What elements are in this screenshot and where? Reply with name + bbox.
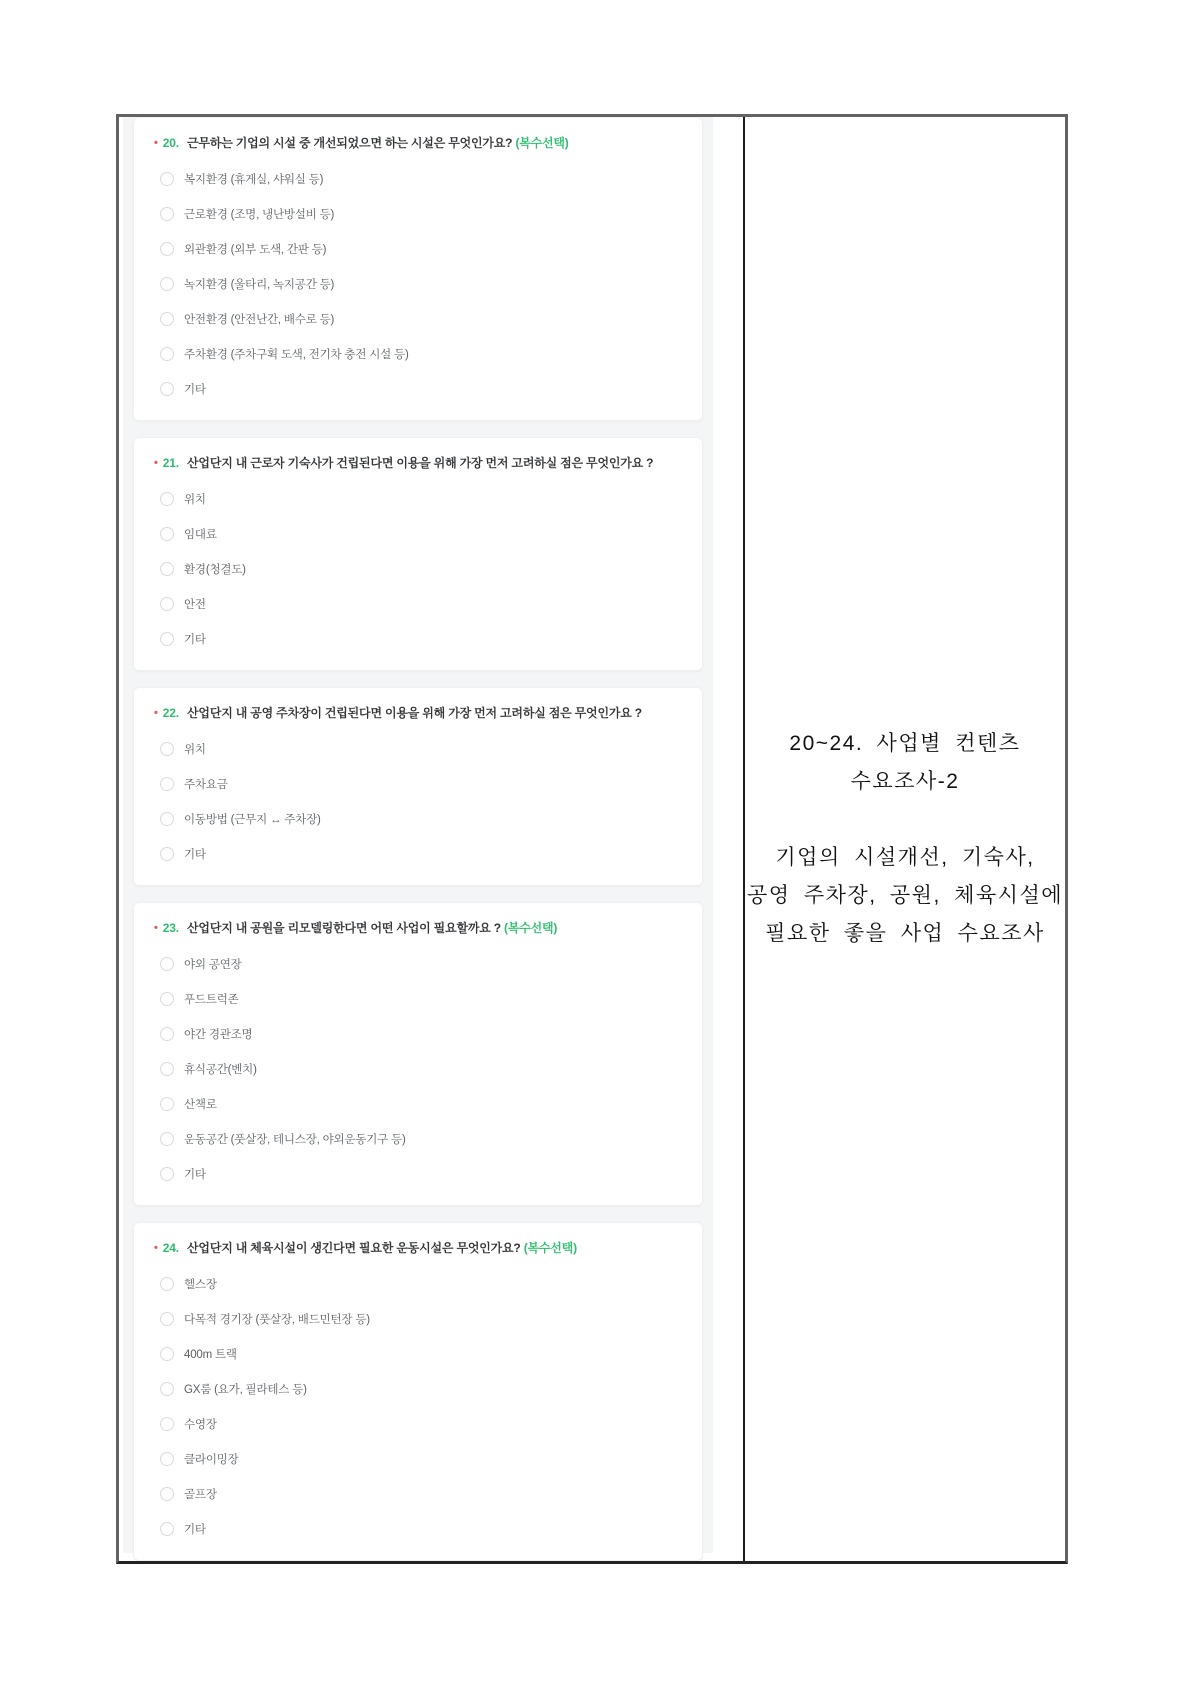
radio-button-icon[interactable]: [160, 597, 174, 611]
radio-option-label: 골프장: [184, 1488, 217, 1501]
option-list: [154, 481, 682, 656]
radio-button-icon[interactable]: [160, 242, 174, 256]
annotation-line: 필요한 좋을 사업 수요조사: [765, 922, 1045, 945]
question-number: 22.: [162, 706, 179, 720]
radio-button-icon[interactable]: [160, 777, 174, 791]
question-text: 근무하는 기업의 시설 중 개선되었으면 하는 시설은 무엇인가요?: [187, 136, 513, 150]
survey-question-card: [133, 902, 703, 1206]
radio-button-icon[interactable]: [160, 1097, 174, 1111]
radio-option-label: 안전환경 (안전난간, 배수로 등): [184, 313, 335, 326]
required-marker-icon: •: [154, 457, 158, 469]
radio-option-label: 위치: [184, 743, 206, 756]
required-marker-icon: •: [154, 922, 158, 934]
radio-option-label: 야외 공연장: [184, 958, 242, 971]
radio-option[interactable]: [154, 551, 682, 586]
question-title: [154, 454, 682, 472]
content-table: [116, 114, 1068, 1564]
survey-screenshot-cell: [119, 117, 745, 1561]
multi-select-badge: (복수선택): [523, 1241, 577, 1255]
annotation-line: 20~24. 사업별 컨텐츠: [789, 732, 1021, 755]
radio-option[interactable]: [154, 731, 682, 766]
radio-option-label: 위치: [184, 493, 206, 506]
radio-option-label: 다목적 경기장 (풋살장, 배드민턴장 등): [184, 1313, 370, 1326]
question-number: 24.: [162, 1241, 179, 1255]
radio-option[interactable]: [154, 1051, 682, 1086]
option-list: [154, 946, 682, 1191]
radio-option[interactable]: [154, 621, 682, 656]
radio-option[interactable]: [154, 481, 682, 516]
radio-option-label: 수영장: [184, 1418, 217, 1431]
radio-option-label: 기타: [184, 1523, 206, 1536]
radio-option[interactable]: [154, 1511, 682, 1546]
multi-select-badge: (복수선택): [515, 136, 569, 150]
question-title: [154, 704, 682, 722]
radio-button-icon[interactable]: [160, 1487, 174, 1501]
radio-button-icon[interactable]: [160, 1027, 174, 1041]
option-list: [154, 731, 682, 871]
radio-button-icon[interactable]: [160, 957, 174, 971]
radio-option-label: 헬스장: [184, 1278, 217, 1291]
radio-option-label: 환경(청결도): [184, 563, 246, 576]
radio-button-icon[interactable]: [160, 1347, 174, 1361]
radio-option-label: 400m 트랙: [184, 1348, 237, 1361]
radio-option-label: 클라이밍장: [184, 1453, 239, 1466]
radio-option-label: 야간 경관조명: [184, 1028, 253, 1041]
radio-option-label: 복지환경 (휴게실, 샤워실 등): [184, 173, 324, 186]
radio-button-icon[interactable]: [160, 207, 174, 221]
required-marker-icon: •: [154, 1242, 158, 1254]
radio-option-label: 기타: [184, 633, 206, 646]
radio-option[interactable]: [154, 301, 682, 336]
radio-button-icon[interactable]: [160, 847, 174, 861]
radio-option-label: 산책로: [184, 1098, 217, 1111]
question-text: 산업단지 내 공영 주차장이 건립된다면 이용을 위해 가장 먼저 고려하실 점은 무엇인가요 ?: [187, 706, 642, 720]
radio-option-label: 외관환경 (외부 도색, 간판 등): [184, 243, 327, 256]
radio-option-label: 주차요금: [184, 778, 228, 791]
radio-option-label: 기타: [184, 848, 206, 861]
question-text: 산업단지 내 체육시설이 생긴다면 필요한 운동시설은 무엇인가요?: [187, 1241, 521, 1255]
radio-button-icon[interactable]: [160, 492, 174, 506]
radio-button-icon[interactable]: [160, 812, 174, 826]
radio-button-icon[interactable]: [160, 172, 174, 186]
annotation-line: 공영 주차장, 공원, 체육시설에: [746, 884, 1064, 907]
radio-button-icon[interactable]: [160, 742, 174, 756]
option-list: [154, 161, 682, 406]
radio-option[interactable]: [154, 1406, 682, 1441]
radio-option-label: GX룸 (요가, 필라테스 등): [184, 1383, 307, 1396]
option-list: [154, 1266, 682, 1546]
radio-option[interactable]: [154, 336, 682, 371]
question-text: 산업단지 내 근로자 기숙사가 건립된다면 이용을 위해 가장 먼저 고려하실 점은 무엇인가요 ?: [187, 456, 654, 470]
radio-option[interactable]: [154, 946, 682, 981]
radio-button-icon[interactable]: [160, 1312, 174, 1326]
question-title: [154, 1239, 682, 1257]
question-title: [154, 134, 682, 152]
radio-option[interactable]: [154, 196, 682, 231]
radio-option-label: 임대료: [184, 528, 217, 541]
radio-option-label: 운동공간 (풋살장, 테니스장, 야외운동기구 등): [184, 1133, 406, 1146]
radio-button-icon[interactable]: [160, 312, 174, 326]
radio-button-icon[interactable]: [160, 992, 174, 1006]
radio-option-label: 근로환경 (조명, 냉난방설비 등): [184, 208, 335, 221]
radio-option[interactable]: [154, 981, 682, 1016]
radio-option[interactable]: [154, 1476, 682, 1511]
radio-button-icon[interactable]: [160, 1452, 174, 1466]
radio-option[interactable]: [154, 231, 682, 266]
question-title: [154, 919, 682, 937]
radio-button-icon[interactable]: [160, 1277, 174, 1291]
radio-option-label: 주차환경 (주차구획 도색, 전기차 충전 시설 등): [184, 348, 409, 361]
required-marker-icon: •: [154, 707, 158, 719]
radio-option[interactable]: [154, 371, 682, 406]
question-number: 20.: [162, 136, 179, 150]
survey-question-card: [133, 117, 703, 421]
radio-option[interactable]: [154, 801, 682, 836]
radio-button-icon[interactable]: [160, 632, 174, 646]
radio-option[interactable]: [154, 1441, 682, 1476]
survey-form: [123, 117, 713, 1553]
radio-option-label: 휴식공간(벤치): [184, 1063, 257, 1076]
radio-option-label: 녹지환경 (울타리, 녹지공간 등): [184, 278, 335, 291]
radio-button-icon[interactable]: [160, 1132, 174, 1146]
radio-button-icon[interactable]: [160, 382, 174, 396]
radio-option[interactable]: [154, 1301, 682, 1336]
required-marker-icon: •: [154, 137, 158, 149]
annotation-cell: [745, 117, 1065, 1561]
radio-button-icon[interactable]: [160, 1167, 174, 1181]
radio-button-icon[interactable]: [160, 1062, 174, 1076]
radio-option-label: 기타: [184, 383, 206, 396]
radio-option-label: 이동방법 (근무지 ↔ 주차장): [184, 813, 321, 826]
radio-button-icon[interactable]: [160, 562, 174, 576]
radio-button-icon[interactable]: [160, 1382, 174, 1396]
radio-option[interactable]: [154, 1016, 682, 1051]
question-number: 23.: [162, 921, 179, 935]
question-text: 산업단지 내 공원을 리모델링한다면 어떤 사업이 필요할까요 ?: [187, 921, 501, 935]
radio-option-label: 안전: [184, 598, 206, 611]
survey-question-card: [133, 437, 703, 671]
radio-button-icon[interactable]: [160, 347, 174, 361]
radio-option[interactable]: [154, 1121, 682, 1156]
annotation-text: [747, 725, 1063, 953]
radio-button-icon[interactable]: [160, 277, 174, 291]
radio-option-label: 기타: [184, 1168, 206, 1181]
question-number: 21.: [162, 456, 179, 470]
radio-option[interactable]: [154, 1086, 682, 1121]
radio-button-icon[interactable]: [160, 1417, 174, 1431]
radio-option[interactable]: [154, 1156, 682, 1191]
radio-option[interactable]: [154, 266, 682, 301]
radio-button-icon[interactable]: [160, 1522, 174, 1536]
multi-select-badge: (복수선택): [504, 921, 558, 935]
radio-button-icon[interactable]: [160, 527, 174, 541]
radio-option[interactable]: [154, 1266, 682, 1301]
radio-option[interactable]: [154, 1371, 682, 1406]
radio-option[interactable]: [154, 586, 682, 621]
radio-option[interactable]: [154, 516, 682, 551]
annotation-line: 수요조사-2: [850, 770, 960, 793]
annotation-line: 기업의 시설개선, 기숙사,: [775, 846, 1035, 869]
radio-option-label: 푸드트럭존: [184, 993, 239, 1006]
radio-option[interactable]: [154, 1336, 682, 1371]
survey-question-card: [133, 687, 703, 886]
radio-option[interactable]: [154, 836, 682, 871]
radio-option[interactable]: [154, 766, 682, 801]
annotation-spacer: [747, 801, 1063, 839]
survey-question-card: [133, 1222, 703, 1561]
radio-option[interactable]: [154, 161, 682, 196]
